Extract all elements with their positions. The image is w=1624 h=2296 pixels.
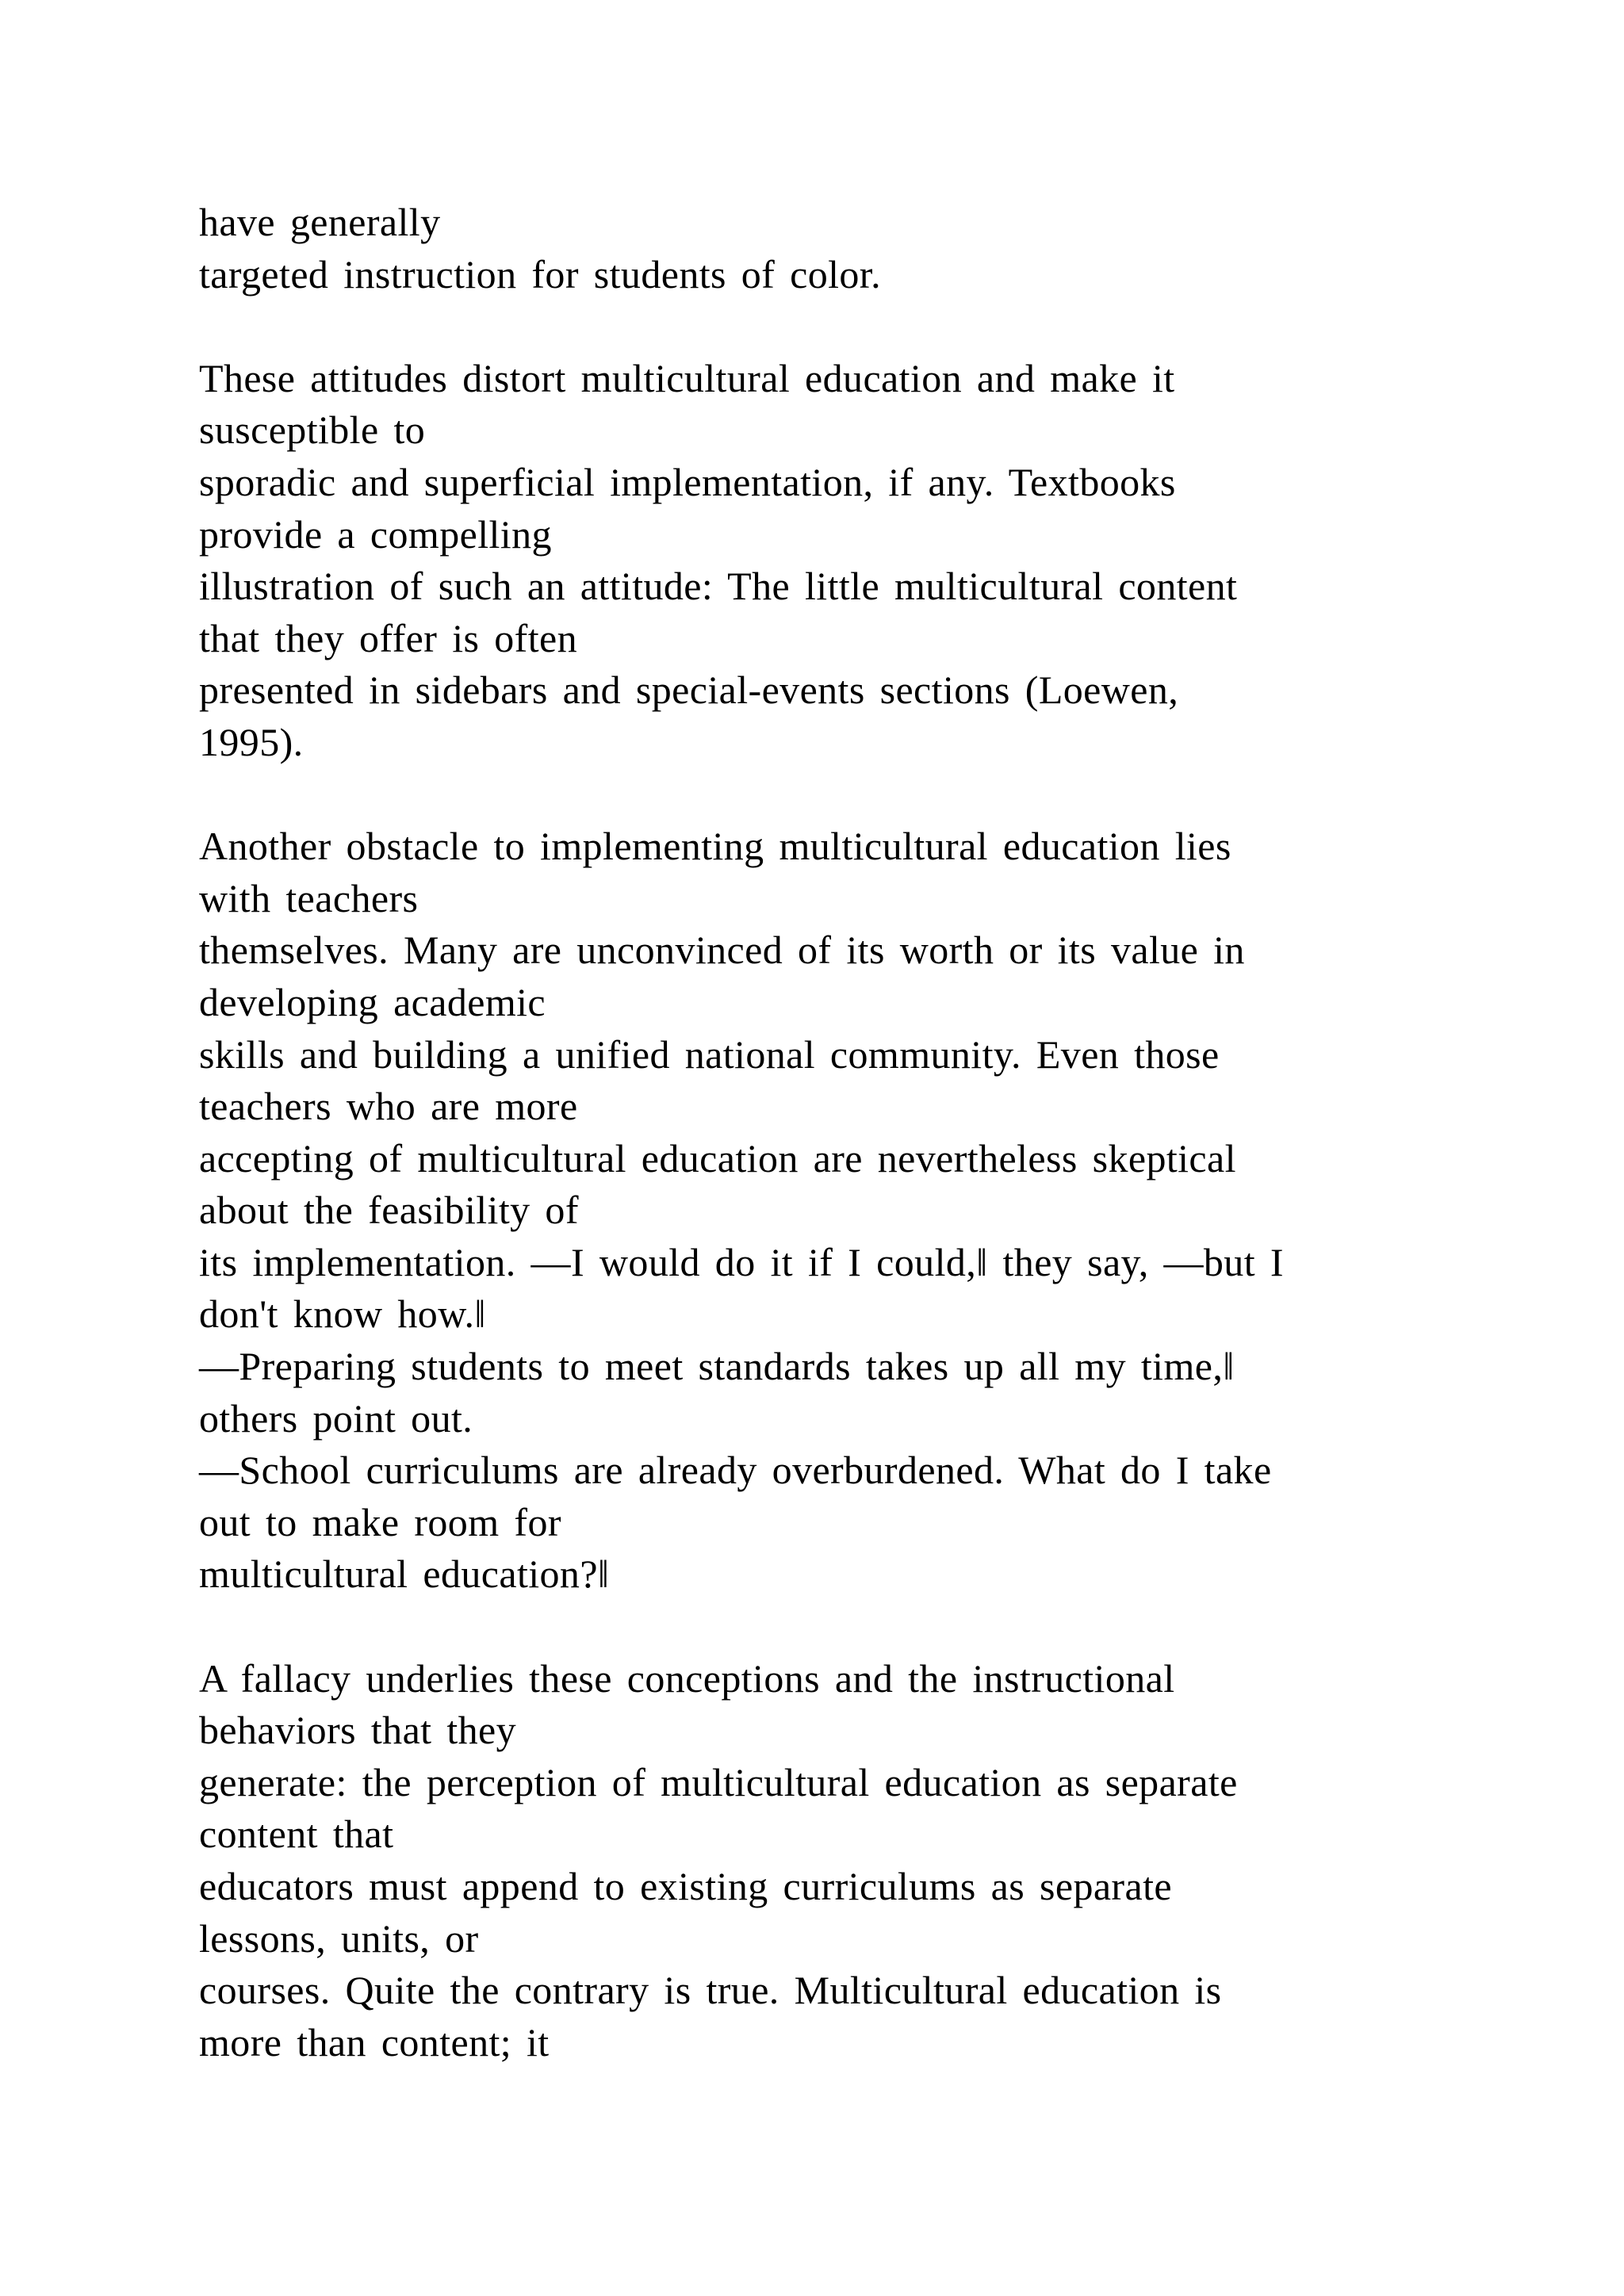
text-line: educators must append to existing curriculums as separate: [199, 1864, 1172, 1908]
text-line: behaviors that they: [199, 1708, 517, 1753]
text-line: sporadic and superficial implementation, if any. Textbooks: [199, 459, 1176, 504]
text-line: A fallacy underlies these conceptions and the instructional: [199, 1655, 1175, 1701]
text-line: don't know how.‖: [199, 1292, 486, 1337]
paragraph-break: [199, 769, 1595, 821]
text-line: that they offer is often: [199, 615, 577, 660]
text-line: out to make room for: [199, 1499, 561, 1544]
text-line: have generally: [199, 200, 441, 244]
text-line: Another obstacle to implementing multicultural education lies: [199, 824, 1231, 869]
paragraph: [199, 821, 1595, 1601]
text-line: generate: the perception of multicultural education as separate: [199, 1759, 1238, 1804]
text-line: skills and building a unified national community. Even those: [199, 1031, 1220, 1077]
text-line: courses. Quite the contrary is true. Multicultural education is: [199, 1968, 1222, 2013]
text-line: its implementation. ―I would do it if I could,‖ they say, ―but I: [199, 1239, 1284, 1284]
text-line: about the feasibility of: [199, 1188, 579, 1233]
text-line: multicultural education?‖: [199, 1552, 610, 1597]
text-line: with teachers: [199, 875, 419, 920]
text-line: teachers who are more: [199, 1084, 578, 1129]
text-line: illustration of such an attitude: The little multicultural content: [199, 564, 1238, 609]
text-line: These attitudes distort multicultural education and make it: [199, 355, 1175, 400]
text-line: presented in sidebars and special-events sections (Loewen,: [199, 668, 1179, 713]
document-body: [199, 197, 1595, 2068]
text-line: ―Preparing students to meet standards takes up all my time,‖: [199, 1344, 1235, 1389]
text-line: accepting of multicultural education are nevertheless skeptical: [199, 1135, 1236, 1181]
text-line: susceptible to: [199, 408, 426, 453]
text-line: themselves. Many are unconvinced of its worth or its value in: [199, 928, 1245, 973]
text-line: 1995).: [199, 719, 304, 764]
text-line: content that: [199, 1812, 394, 1857]
text-line: developing academic: [199, 979, 546, 1024]
text-line: targeted instruction for students of color.: [199, 251, 881, 297]
paragraph: [199, 1653, 1595, 2069]
paragraph: [199, 353, 1595, 769]
text-line: ―School curriculums are already overburdened. What do I take: [199, 1448, 1272, 1493]
paragraph-break: [199, 300, 1595, 353]
text-line: lessons, units, or: [199, 1915, 479, 1961]
text-line: provide a compelling: [199, 511, 552, 557]
paragraph: [199, 197, 1595, 300]
text-line: more than content; it: [199, 2019, 550, 2064]
paragraph-break: [199, 1601, 1595, 1653]
text-line: others point out.: [199, 1395, 473, 1441]
